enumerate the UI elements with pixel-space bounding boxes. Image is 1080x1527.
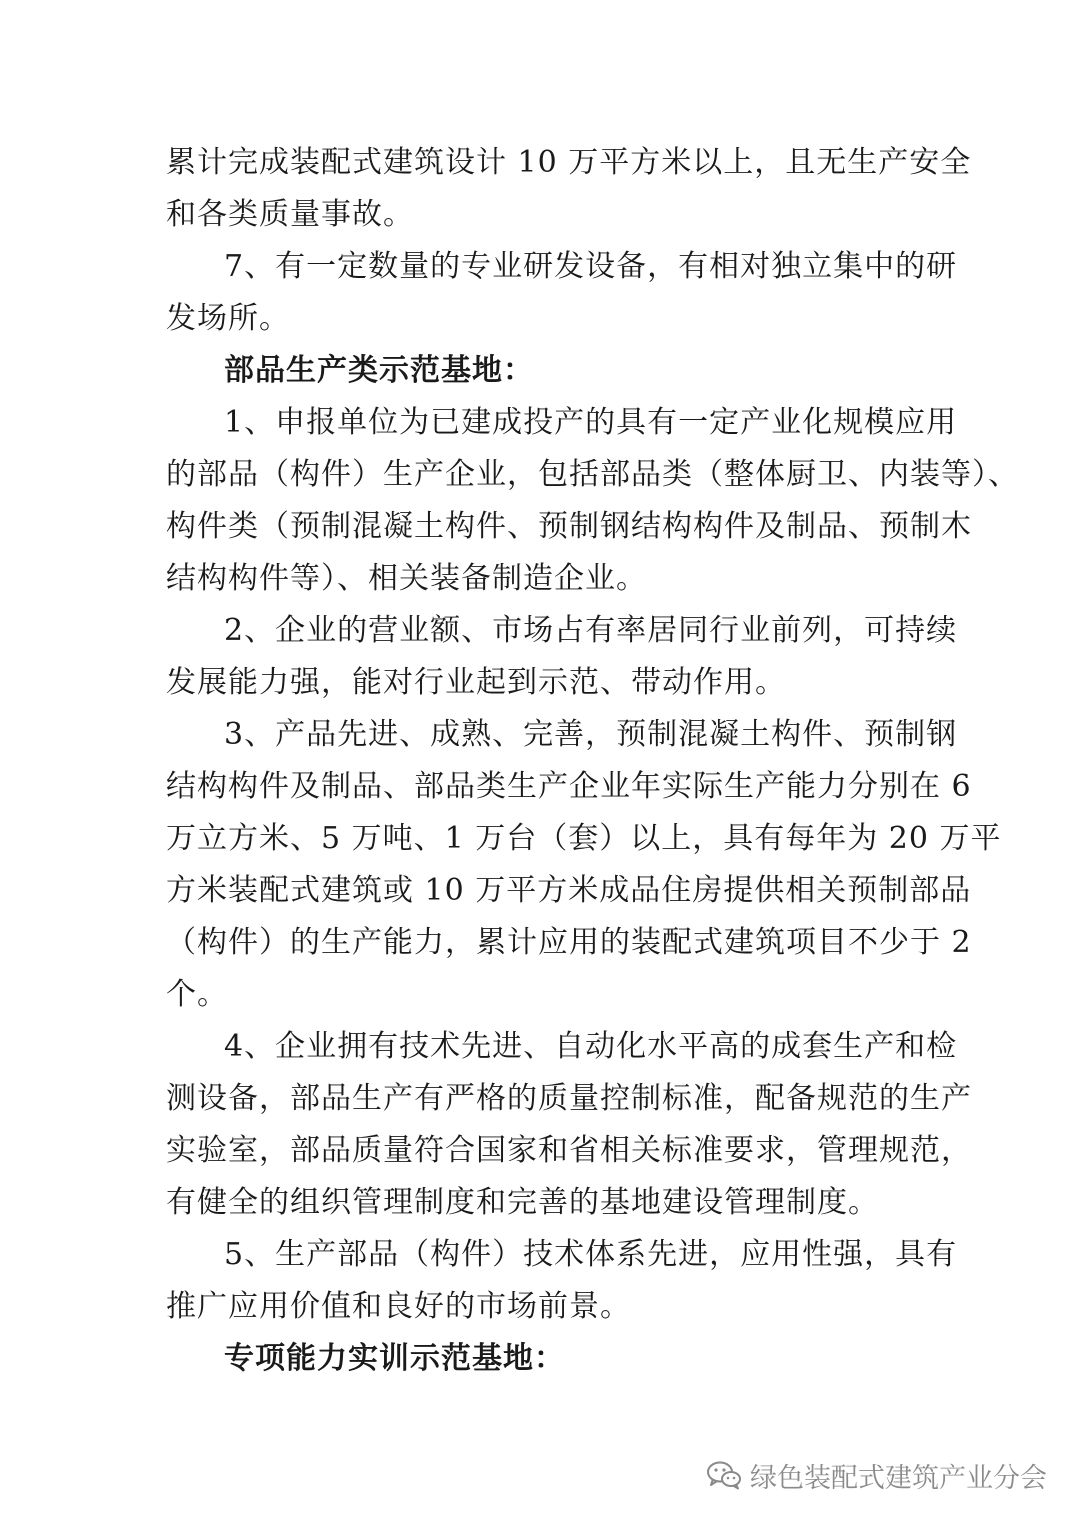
text-line: 发展能力强，能对行业起到示范、带动作用。 xyxy=(166,665,786,700)
text-line: 3、产品先进、成熟、完善，预制混凝土构件、预制钢 xyxy=(224,717,958,752)
wechat-icon xyxy=(706,1460,742,1490)
text-line: 累计完成装配式建筑设计 10 万平方米以上，且无生产安全 xyxy=(166,145,972,180)
watermark xyxy=(706,1455,1047,1495)
text-line: 发场所。 xyxy=(166,301,290,336)
text-line: 7、有一定数量的专业研发设备，有相对独立集中的研 xyxy=(224,249,958,284)
text-line: 实验室，部品质量符合国家和省相关标准要求，管理规范， xyxy=(166,1133,972,1168)
text-line: 结构构件等）、相关装备制造企业。 xyxy=(166,561,647,596)
text-line: 的部品（构件）生产企业，包括部品类（整体厨卫、内装等）、 xyxy=(166,457,1019,492)
text-line: 个。 xyxy=(166,977,228,1012)
text-line: 构件类（预制混凝土构件、预制钢结构构件及制品、预制木 xyxy=(166,509,972,544)
text-line: 结构构件及制品、部品类生产企业年实际生产能力分别在 6 xyxy=(166,769,972,804)
section-heading: 专项能力实训示范基地： xyxy=(224,1341,565,1376)
text-line: 方米装配式建筑或 10 万平方米成品住房提供相关预制部品 xyxy=(166,873,972,908)
text-line: （构件）的生产能力，累计应用的装配式建筑项目不少于 2 xyxy=(166,925,972,960)
watermark-text: 绿色装配式建筑产业分会 xyxy=(750,1462,1047,1494)
text-line: 万立方米、5 万吨、1 万台（套）以上，具有每年为 20 万平 xyxy=(166,821,1002,856)
text-line: 2、企业的营业额、市场占有率居同行业前列，可持续 xyxy=(224,613,958,648)
text-line: 推广应用价值和良好的市场前景。 xyxy=(166,1289,631,1324)
text-line: 4、企业拥有技术先进、自动化水平高的成套生产和检 xyxy=(224,1029,958,1064)
text-line: 1、申报单位为已建成投产的具有一定产业化规模应用 xyxy=(224,405,958,440)
section-heading: 部品生产类示范基地： xyxy=(224,353,534,388)
text-line: 5、生产部品（构件）技术体系先进，应用性强，具有 xyxy=(224,1237,958,1272)
text-line: 有健全的组织管理制度和完善的基地建设管理制度。 xyxy=(166,1185,879,1220)
text-line: 测设备，部品生产有严格的质量控制标准，配备规范的生产 xyxy=(166,1081,972,1116)
text-line: 和各类质量事故。 xyxy=(166,197,414,232)
